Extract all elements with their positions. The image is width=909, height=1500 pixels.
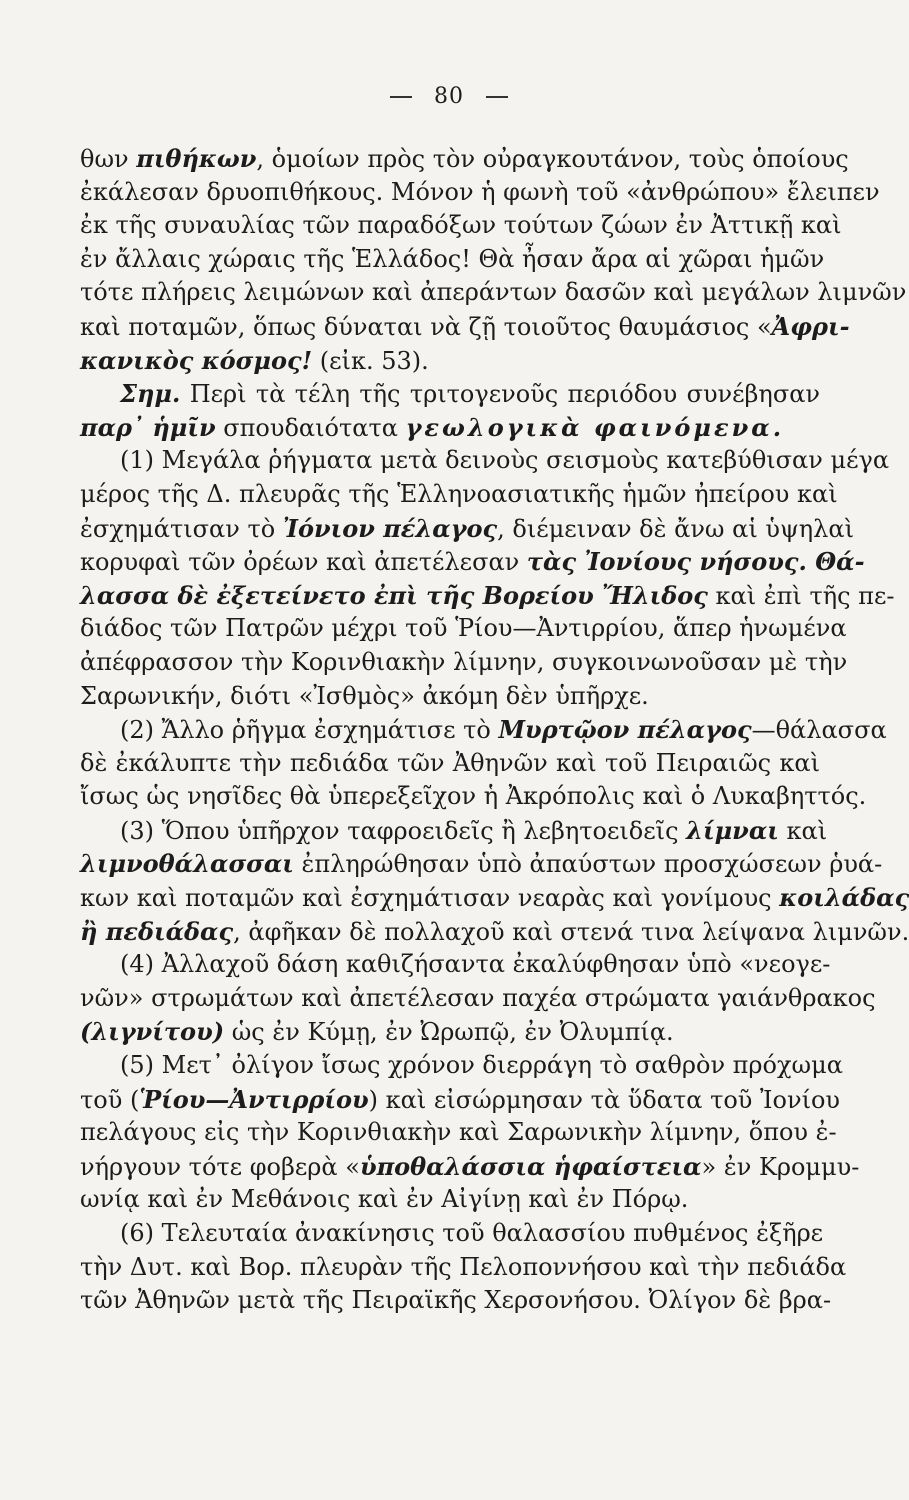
text-line (80, 478, 838, 512)
text-line (80, 747, 820, 781)
emphasis-text: κανικὸς κόσμος! (80, 345, 313, 375)
text-line (80, 176, 880, 210)
text-segment: ) καὶ εἰσώρμησαν τὰ ὕδατα τοῦ Ἰονίου (368, 1085, 841, 1114)
text-line (80, 713, 887, 747)
text-segment: ἐσχημάτισαν τὸ (80, 514, 283, 543)
page-number: 80 (434, 84, 464, 109)
text-segment: τότε πλήρεις λειμώνων καὶ ἀπεράντων δασῶν καὶ μεγάλων λιμνῶν (80, 278, 907, 307)
text-segment: δὲ ἐκάλυπτε τὴν πεδιάδα τῶν Ἀθηνῶν καὶ τοῦ Πειραιῶς καὶ (80, 748, 820, 777)
text-segment: , διέμειναν δὲ ἄνω αἱ ὑψηλαὶ (497, 514, 854, 543)
emphasis-text: Σημ. (120, 379, 181, 409)
emphasis-text: Ἀφρι- (771, 311, 850, 341)
text-segment: νῶν» στρωμάτων καὶ ἀπετέλεσαν παχέα στρώματα γαιάνθρακος (80, 983, 876, 1012)
text-line (80, 344, 820, 378)
text-segment: τῶν Ἀθηνῶν μετὰ τῆς Πειραϊκῆς Χερσονήσου. Ὀλίγον δὲ βρα- (80, 1286, 832, 1315)
text-line (80, 209, 842, 243)
text-segment: μέρος τῆς Δ. πλευρᾶς τῆς Ἑλληνοασιατικῆς ἡμῶν ἠπείρου καὶ (80, 479, 838, 508)
text-segment: κων καὶ ποταμῶν καὶ ἐσχημάτισαν νεαρὰς καὶ γονίμους (80, 884, 780, 913)
text-line (80, 1150, 860, 1184)
text-line (80, 881, 909, 915)
text-line (80, 847, 883, 881)
emphasis-text: ἢ πεδιάδας (80, 916, 234, 946)
text-line (80, 310, 850, 344)
text-line (80, 1015, 820, 1049)
text-segment: καὶ ποταμῶν, ὅπως δύναται νὰ ζῇ τοιοῦτος θαυμάσιος « (80, 312, 772, 341)
text-line (80, 1083, 841, 1117)
text-segment: τοῦ ( (80, 1085, 140, 1114)
text-line (80, 1251, 847, 1285)
text-segment: κορυφαὶ τῶν ὀρέων καὶ ἀπετέλεσαν (80, 548, 527, 577)
text-line (80, 1284, 832, 1318)
text-line (80, 444, 890, 478)
text-segment: ἐκάλεσαν δρυοπιθήκους. Μόνον ἡ φωνὴ τοῦ «ἀνθρώπου» ἔλειπεν (80, 177, 880, 206)
text-segment: σπουδαιότατα (215, 413, 406, 442)
emphasis-text: λασσα δὲ ἐξετείνετο ἐπὶ τῆς Βορείου Ἤλιδος (80, 580, 708, 610)
text-segment: ἀπέφρασσον τὴν Κορινθιακὴν λίμνην, συγκοινωνοῦσαν μὲ τὴν (80, 647, 848, 676)
text-segment: (1) Μεγάλα ῥήγματα μετὰ δεινοὺς σεισμοὺς κατεβύθισαν μέγα (120, 446, 890, 475)
text-line (80, 377, 820, 411)
emphasis-text: Ῥίου—Ἀντιρρίου (139, 1084, 369, 1114)
text-segment: ὡς ἐν Κύμῃ, ἐν Ὠρωπῷ, ἐν Ὀλυμπίᾳ. (224, 1018, 674, 1047)
emphasis-text: παρ᾽ ἡμῖν (80, 412, 216, 442)
text-line (80, 646, 848, 680)
text-segment: , ὁμοίων πρὸς τὸν οὐραγκουτάνον, τοὺς ὁποίους (256, 145, 849, 173)
text-line (80, 276, 907, 310)
text-segment: (4) Ἀλλαχοῦ δάση καθιζήσαντα ἐκαλύφθησαν ὑπὸ «νεογε- (120, 950, 831, 979)
text-segment: (2) Ἄλλο ῥῆγμα ἐσχημάτισε τὸ (120, 716, 499, 745)
text-segment: νήργουν τότε φοβερὰ « (80, 1152, 360, 1181)
emphasis-text: λιμνοθάλασσαι (80, 849, 294, 879)
text-segment: τὴν Δυτ. καὶ Βορ. πλευρὰν τῆς Πελοποννήσου καὶ τὴν πεδιάδα (80, 1252, 847, 1281)
text-line (80, 612, 847, 646)
text-segment: » ἐν Κρομμυ- (701, 1152, 860, 1181)
text-line (80, 243, 825, 277)
header-dash-right (486, 96, 508, 98)
text-segment: πελάγους εἰς τὴν Κορινθιακὴν καὶ Σαρωνικὴν λίμνην, ὅπου ἐ- (80, 1118, 837, 1147)
text-line (80, 1183, 820, 1217)
text-segment: διάδος τῶν Πατρῶν μέχρι τοῦ Ῥίου—Ἀντιρρίου, ἅπερ ἡνωμένα (80, 614, 847, 643)
text-line (80, 680, 820, 714)
text-segment: ἴσως ὡς νησῖδες θὰ ὑπερεξεῖχον ἡ Ἀκρόπολις καὶ ὁ Λυκαβηττός. (80, 782, 867, 811)
emphasis-text: (λιγνίτου) (80, 1017, 225, 1047)
page-header (0, 84, 898, 109)
text-segment: ωνίᾳ καὶ ἐν Μεθάνοις καὶ ἐν Αἰγίνῃ καὶ ἐν Πόρῳ. (80, 1185, 689, 1214)
text-line (80, 579, 895, 613)
text-segment: ἐν ἄλλαις χώραις τῆς Ἑλλάδος! Θὰ ἦσαν ἄρα αἱ χῶραι ἡμῶν (80, 244, 825, 273)
header-dash-left (390, 96, 412, 98)
text-segment: (6) Τελευταία ἀνακίνησις τοῦ θαλασσίου πυθμένος ἐξῆρε (120, 1219, 824, 1247)
text-segment: (5) Μετ᾽ ὀλίγον ἴσως χρόνον διερράγη τὸ σαθρὸν πρόχωμα (120, 1051, 843, 1080)
emphasis-text: Μυρτῷον πέλαγος (498, 715, 752, 745)
text-segment: (εἰκ. 53). (312, 346, 429, 375)
text-segment: —θάλασσα (751, 716, 887, 745)
text-line (80, 142, 849, 176)
emphasis-text: κοιλάδας (779, 883, 909, 913)
emphasis-text: λίμναι (686, 815, 779, 845)
text-segment: Σαρωνικήν, διότι «Ἰσθμὸς» ἀκόμη δὲν ὑπῆρχε. (80, 681, 649, 710)
text-line (80, 1049, 843, 1083)
emphasis-text: Ἰόνιον πέλαγος (282, 513, 498, 543)
text-line (80, 545, 865, 579)
text-segment: Περὶ τὰ τέλη τῆς τριτογενοῦς περιόδου συνέβησαν (180, 380, 820, 409)
text-line (80, 948, 831, 982)
text-line (80, 411, 820, 445)
emphasis-text: τὰς Ἰονίους νήσους. Θά- (526, 547, 865, 577)
text-line (80, 1217, 824, 1251)
text-segment: καὶ (778, 816, 828, 845)
emphasis-text: ὑποθαλάσσια ἡφαίστεια (359, 1151, 702, 1181)
text-line (80, 915, 909, 949)
text-segment: ἐπληρώθησαν ὑπὸ ἀπαύστων προσχώσεων ῥυά- (293, 850, 883, 879)
text-segment: καὶ ἐπὶ τῆς πε- (707, 581, 895, 610)
text-line (80, 780, 867, 814)
text-line (80, 512, 854, 546)
text-segment: (3) Ὅπου ὑπῆρχον ταφροειδεῖς ἢ λεβητοειδεῖς (120, 816, 687, 845)
text-line (80, 814, 828, 848)
text-segment: , ἀφῆκαν δὲ πολλαχοῦ καὶ στενά τινα λείψανα λιμνῶν. (233, 917, 909, 946)
emphasis-text: πιθήκων (136, 144, 257, 173)
emphasis-text: γεωλογικὰ φαινόμενα. (405, 412, 785, 442)
body-text (80, 142, 909, 1318)
text-segment: ἐκ τῆς συναυλίας τῶν παραδόξων τούτων ζώων ἐν Ἀττικῇ καὶ (80, 211, 842, 240)
text-line (80, 982, 876, 1016)
text-segment: θων (80, 145, 137, 173)
text-line (80, 1116, 837, 1150)
